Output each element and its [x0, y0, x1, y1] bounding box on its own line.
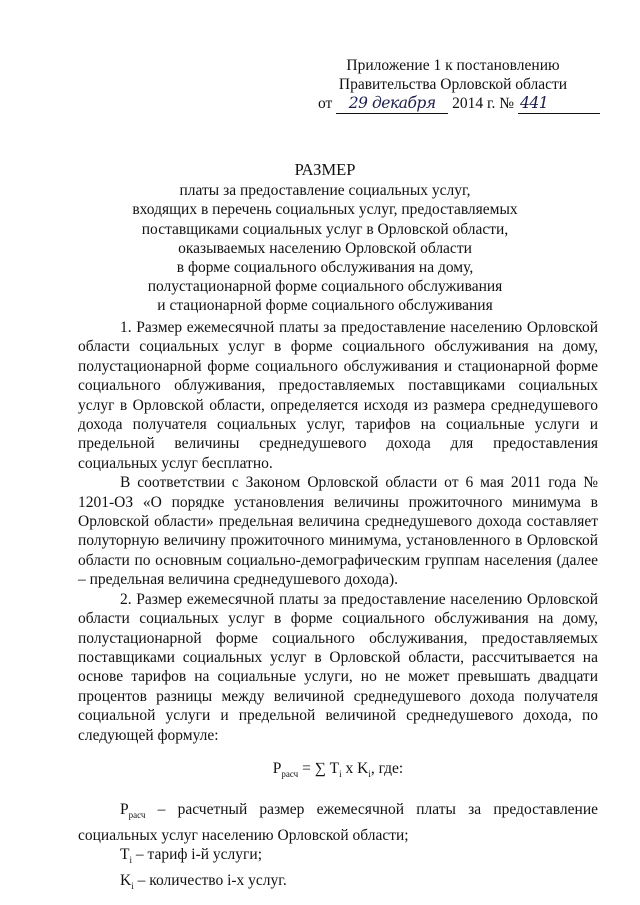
- title-line: полустационарной форме социального обслуживания: [147, 278, 503, 296]
- title-line: в форме социального обслуживания на дому,: [176, 259, 474, 277]
- paragraph-1: 1. Размер ежемесячной платы за предоставление населению Орловской области социальных услуг в форме социального обслуживания на дому, полустационарной форме социального обслуживания и стационарной форме социального облуживания, предоставляемых поставщиками социальных услуг в Орловской области, определяется исходя из размера среднедушевого дохода получателя социальных услуг, тарифов на социальные услуги и предельной величины среднедушевого дохода для предоставления социальных услуг бесплатно.: [78, 319, 598, 472]
- formula-tail: , где:: [370, 759, 404, 777]
- header-line-2: Правительства Орловской области: [338, 76, 568, 93]
- formula-t-sub: i: [339, 769, 342, 780]
- formula-eq: = ∑ T: [298, 759, 340, 777]
- document-body: [78, 318, 598, 896]
- paragraph-3: 2. Размер ежемесячной платы за предоставление населению Орловской области социальных услуг в форме социального обслуживания на дому, полустационарной форме социального обслуживания, предоставляемых поставщиками социальных услуг в Орловской области, рассчитывается на основе тарифов на социальные услуги, но не может превышать двадцати процентов разницы между величиной среднедушевого дохода получателя социальной услуги и предельной величиной среднедушевого дохода, по следующей формуле:: [78, 590, 598, 744]
- header-line-1: Приложение 1 к постановлению: [346, 57, 560, 74]
- document-title: [60, 160, 590, 316]
- header-date-line: [318, 94, 588, 114]
- def-symbol: K: [120, 871, 132, 889]
- def-text: – количество i-х услуг.: [133, 871, 287, 889]
- formula-lhs: P: [272, 759, 282, 777]
- appendix-header: [318, 56, 588, 114]
- definition-k: [78, 871, 598, 897]
- year-text: 2014 г. №: [452, 95, 515, 112]
- handwritten-number: 441: [518, 94, 600, 114]
- title-main: РАЗМЕР: [294, 160, 356, 179]
- title-line: оказываемых населению Орловской области: [178, 239, 472, 257]
- def-text: – тариф i-й услуги;: [131, 846, 263, 864]
- payment-formula: [78, 759, 598, 785]
- title-line: и стационарной форме социального обслуживания: [157, 297, 493, 315]
- def-symbol: T: [120, 846, 130, 864]
- definition-p-calc: [78, 800, 598, 845]
- def-sub: i: [129, 855, 132, 866]
- formula-times: x K: [341, 759, 369, 777]
- title-line: поставщиками социальных услуг в Орловской области,: [141, 220, 509, 238]
- date-prefix: от: [318, 95, 333, 112]
- def-symbol: P: [120, 801, 129, 819]
- title-line: платы за предоставление социальных услуг,: [179, 182, 471, 200]
- def-text: – расчетный размер ежемесячной платы за предоставление социальных услуг населению Орловской области;: [78, 801, 598, 844]
- definition-t: [78, 845, 598, 871]
- formula-k-sub: i: [368, 769, 371, 780]
- def-sub: i: [131, 880, 134, 891]
- def-sub: расч: [128, 810, 146, 821]
- paragraph-2: В соответствии с Законом Орловской области от 6 мая 2011 года № 1201-ОЗ «О порядке установления величины прожиточного минимума в Орловской области» предельная величина среднедушевого дохода составляет полуторную величину прожиточного минимума, установленного в Орловской области по основным социально-демографическим группам населения (далее – предельная величина среднедушевого дохода).: [78, 474, 598, 589]
- title-line: входящих в перечень социальных услуг, предоставляемых: [132, 201, 518, 219]
- handwritten-date: 29 декабря: [336, 94, 448, 114]
- formula-lhs-sub: расч: [281, 769, 299, 780]
